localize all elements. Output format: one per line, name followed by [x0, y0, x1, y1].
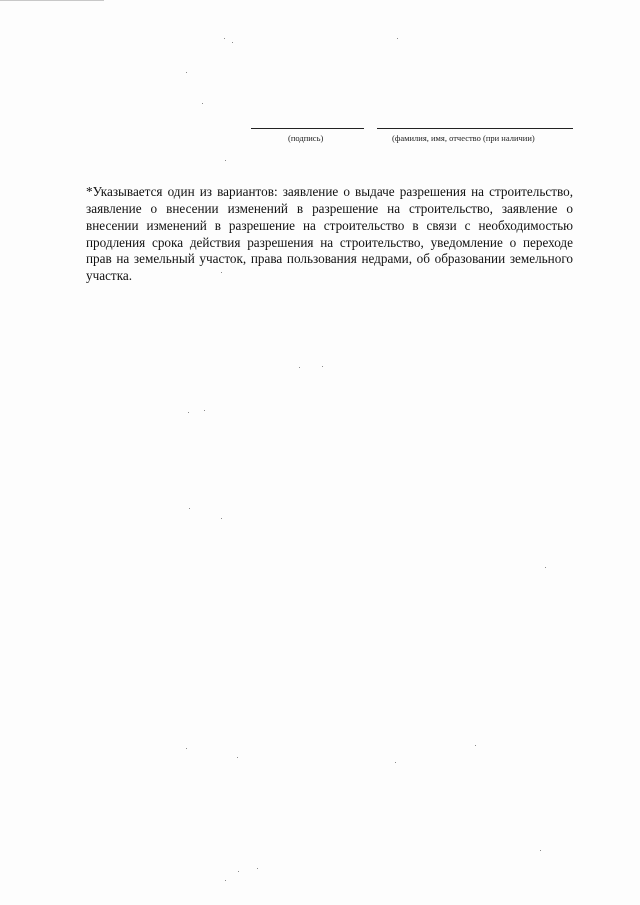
fullname-line — [377, 128, 573, 129]
signature-caption: (подпись) — [288, 133, 324, 143]
signature-line — [251, 128, 364, 129]
signature-block — [0, 128, 640, 152]
fullname-caption: (фамилия, имя, отчество (при наличии) — [392, 133, 535, 143]
footnote-text: *Указывается один из вариантов: заявление о выдаче разрешения на строительство, заявление о внесении изменений в разрешение на строительство, заявление о внесении изменений в разрешение на строительство в связи с необходимостью продления срока действия разрешения на строительство, уведомление о переходе прав на земельный участок, права пользования недрами, об образовании земельного участка. — [86, 184, 573, 284]
scan-edge-line — [0, 0, 104, 1]
